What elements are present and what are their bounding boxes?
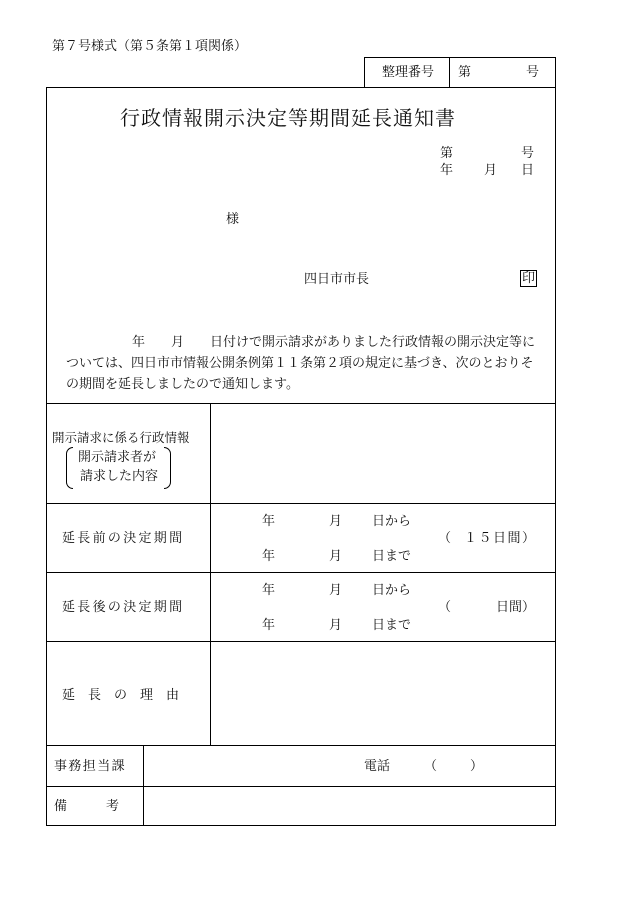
recipient-suffix: 様 xyxy=(226,212,240,227)
document-title: 行政情報開示決定等期間延長通知書 xyxy=(120,106,456,130)
dept-label: 事務担当課 xyxy=(54,759,127,774)
after-from-year: 年 xyxy=(262,583,276,598)
after-until-month: 月 xyxy=(329,618,343,633)
after-from-day: 日から xyxy=(372,583,412,598)
phone-close: ） xyxy=(470,759,484,774)
issuer-name: 四日市市長 xyxy=(304,272,370,287)
before-until-month: 月 xyxy=(329,549,343,564)
body-line1 xyxy=(66,332,535,353)
after-until-day: 日まで xyxy=(372,618,412,633)
after-days: 日間） xyxy=(496,600,536,615)
doc-number-go: 号 xyxy=(521,146,535,161)
phone-label: 電話 xyxy=(364,759,391,774)
after-from-month: 月 xyxy=(329,583,343,598)
before-from-day: 日から xyxy=(372,514,412,529)
phone-open: （ xyxy=(424,759,438,774)
before-label: 延長前の決定期間 xyxy=(62,531,185,546)
before-from-month: 月 xyxy=(329,514,343,529)
row-rule-3 xyxy=(46,641,556,642)
row-rule-5 xyxy=(46,786,556,787)
doc-number-dai: 第 xyxy=(440,146,454,161)
form-number: 第７号様式（第５条第１項関係） xyxy=(52,39,248,54)
request-content-field[interactable] xyxy=(212,405,554,501)
body-line1-rest: 日付けで開示請求がありました行政情報の開示決定等に xyxy=(210,335,536,350)
recipient-field[interactable] xyxy=(90,212,220,227)
after-until-year: 年 xyxy=(262,618,276,633)
after-label: 延長後の決定期間 xyxy=(62,600,185,615)
reason-label: 延 長 の 理 由 xyxy=(62,688,180,703)
doc-date-day: 日 xyxy=(521,163,535,178)
after-days-open: （ xyxy=(438,600,452,615)
registration-dai: 第 xyxy=(458,65,472,80)
request-bracket-right xyxy=(164,447,171,489)
before-days: １５日間） xyxy=(464,531,537,546)
before-until-day: 日まで xyxy=(372,549,412,564)
body-line3: の期間を延長しましたので通知します。 xyxy=(66,377,299,392)
column-rule-lower xyxy=(143,745,144,826)
registration-label: 整理番号 xyxy=(382,65,435,80)
reason-field[interactable] xyxy=(212,643,554,743)
before-from-year: 年 xyxy=(262,514,276,529)
before-days-open: （ xyxy=(438,531,452,546)
row-rule-4 xyxy=(46,745,556,746)
doc-date-year: 年 xyxy=(440,163,454,178)
remarks-field[interactable] xyxy=(145,788,554,824)
dept-field[interactable] xyxy=(145,747,355,784)
body-year: 年 xyxy=(132,335,146,350)
before-until-year: 年 xyxy=(262,549,276,564)
request-sub1: 開示請求者が xyxy=(78,450,157,465)
seal-mark: 印 xyxy=(522,271,536,286)
request-sub2: 請求した内容 xyxy=(80,469,159,484)
doc-date-month: 月 xyxy=(484,163,498,178)
row-rule-1 xyxy=(46,503,556,504)
table-top-rule xyxy=(46,403,556,404)
row-rule-2 xyxy=(46,572,556,573)
body-line2: ついては、四日市市情報公開条例第１１条第２項の規定に基づき、次のとおりそ xyxy=(66,356,534,371)
registration-divider xyxy=(449,57,450,88)
request-label: 開示請求に係る行政情報 xyxy=(52,430,190,445)
remarks-label: 備 考 xyxy=(54,799,120,814)
request-bracket-left xyxy=(66,447,73,489)
body-month: 月 xyxy=(171,335,185,350)
column-rule-upper xyxy=(210,403,211,745)
registration-go: 号 xyxy=(526,65,540,80)
